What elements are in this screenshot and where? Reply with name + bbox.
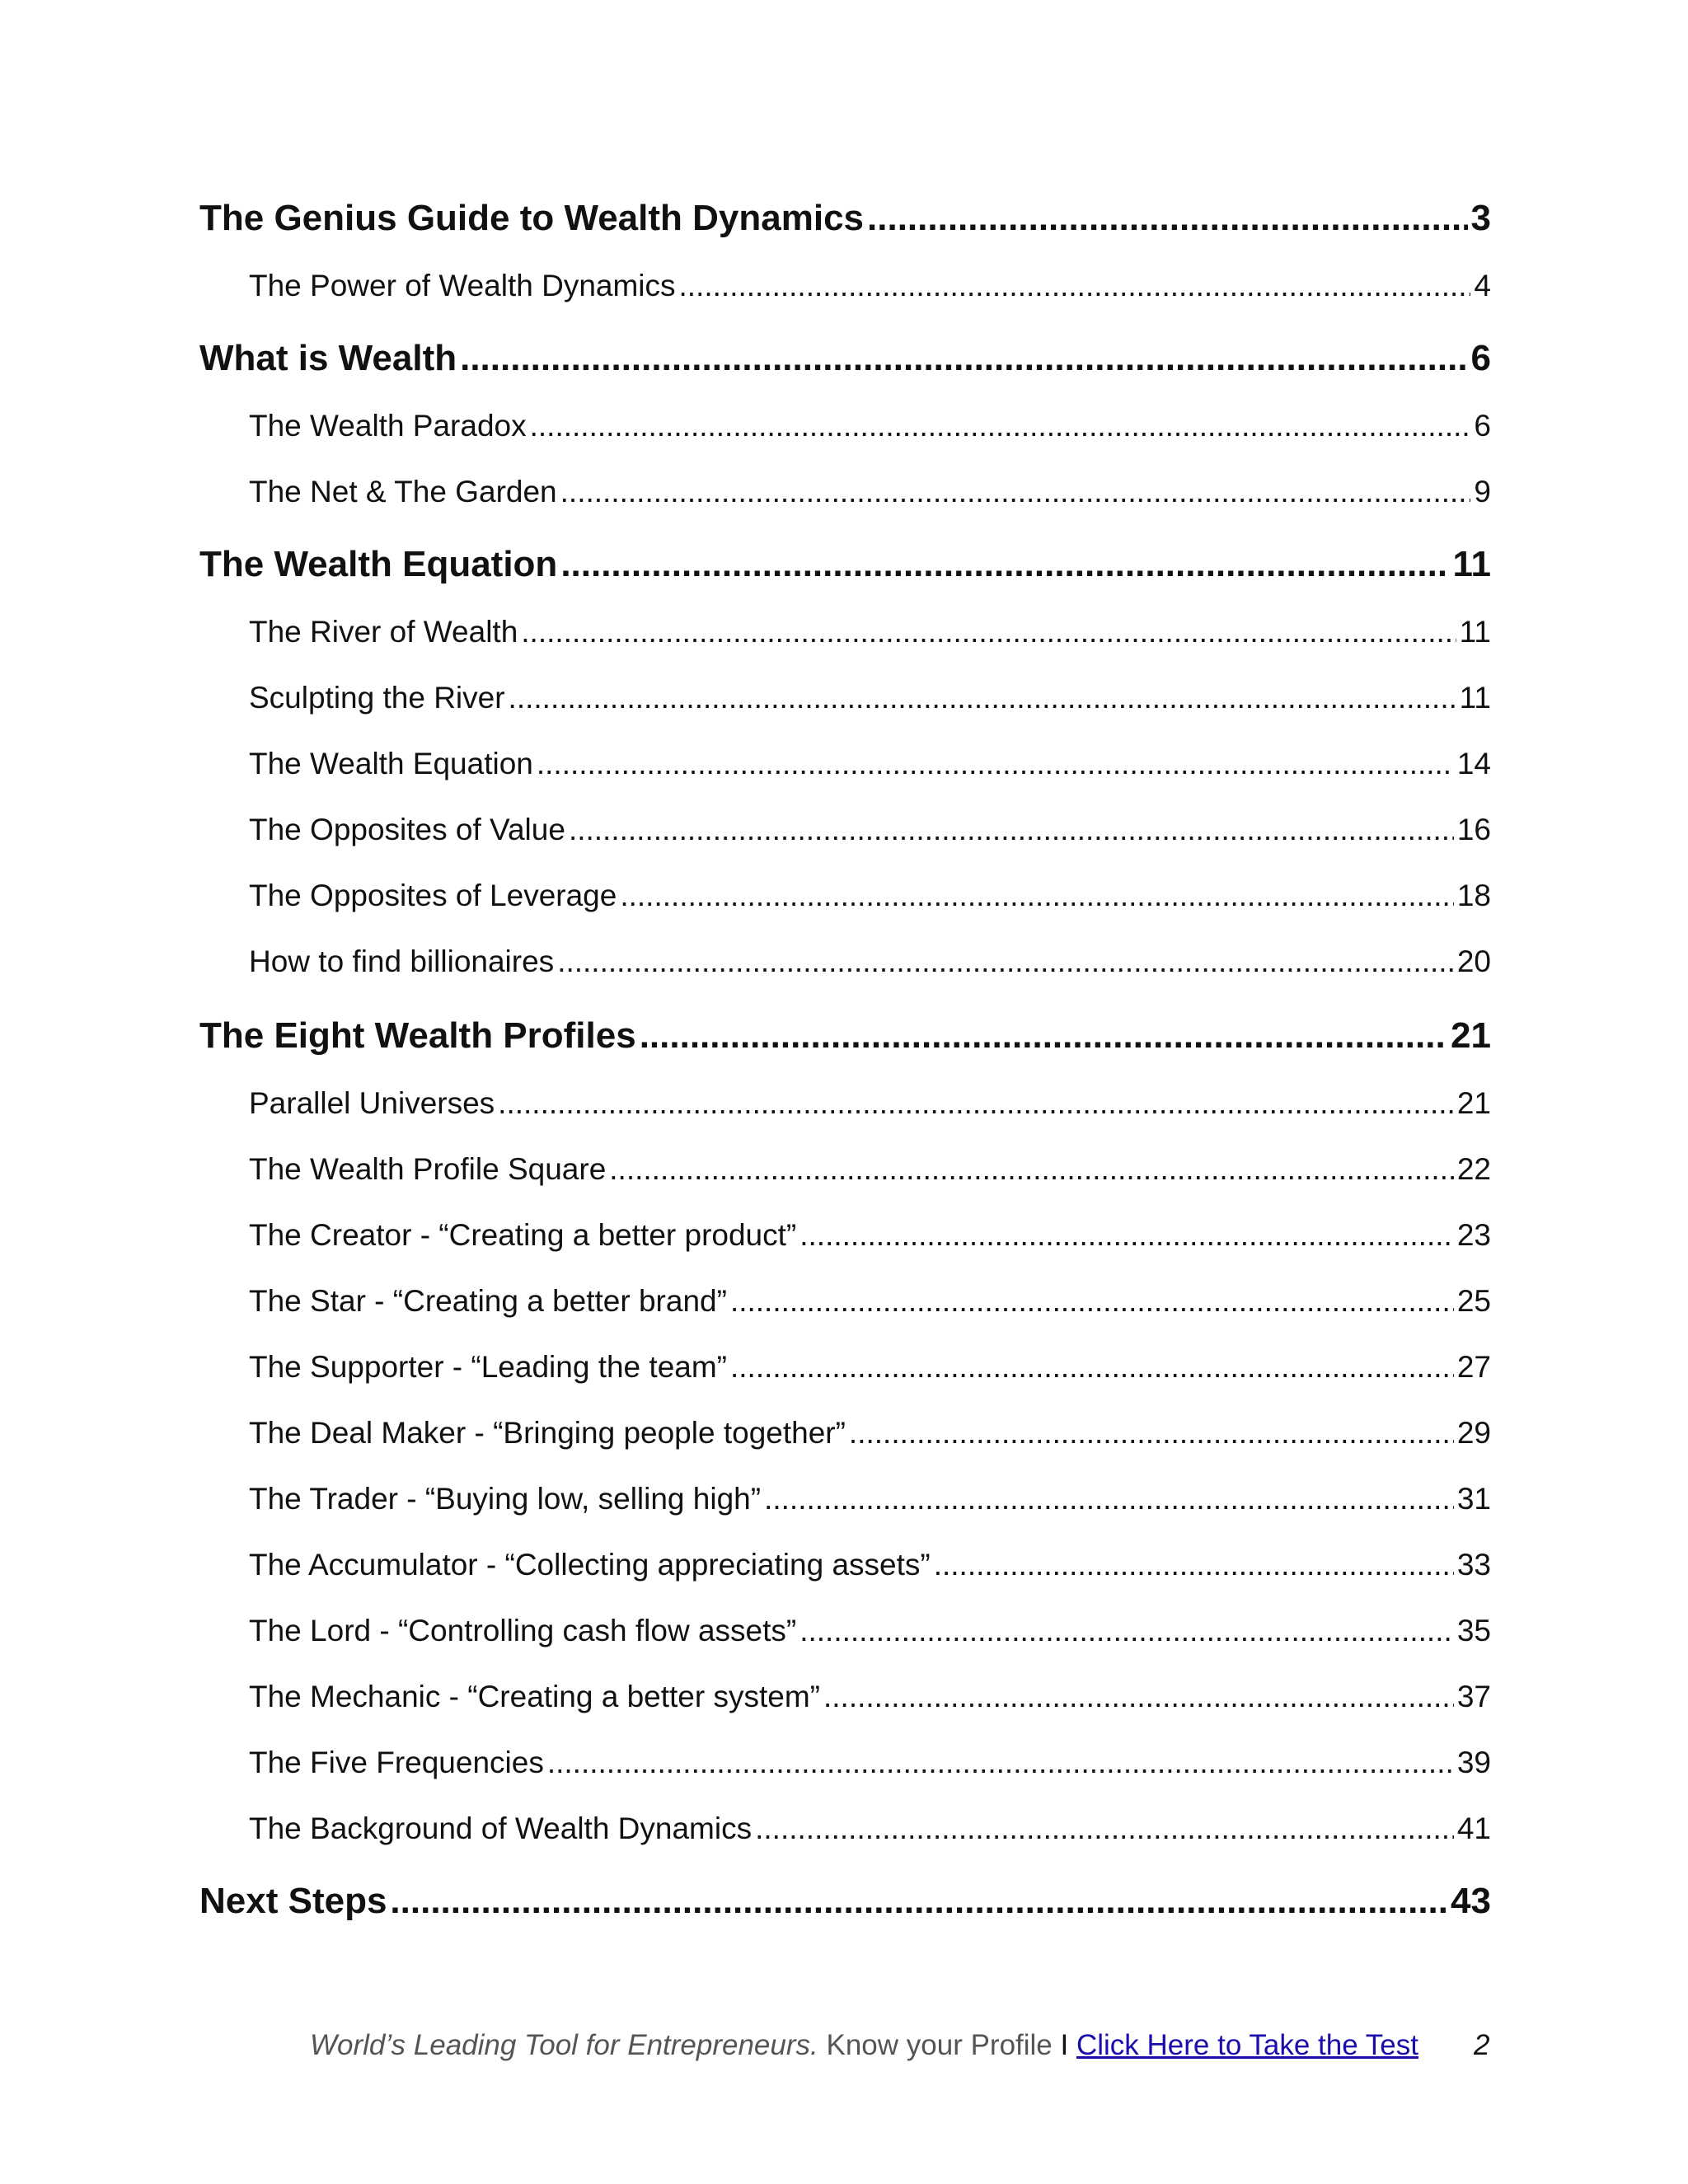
toc-entry-page: 25 — [1456, 1284, 1491, 1318]
toc-entry[interactable] — [199, 1350, 1491, 1391]
toc-entry-title: The Wealth Equation — [199, 544, 558, 584]
toc-entry-title: The Eight Wealth Profiles — [199, 1015, 636, 1056]
toc-entry-page: 6 — [1474, 409, 1491, 443]
toc-entry[interactable] — [199, 1284, 1491, 1325]
toc-entry-title: The Star - “Creating a better brand” — [249, 1284, 727, 1318]
dot-leader — [799, 1614, 1454, 1648]
toc-entry-title: The Trader - “Buying low, selling high” — [249, 1482, 762, 1516]
toc-entry-page: 11 — [1452, 544, 1491, 584]
dot-leader — [557, 944, 1454, 979]
dot-leader — [934, 1548, 1454, 1582]
dot-leader — [620, 879, 1454, 913]
toc-entry-title: The Wealth Paradox — [249, 409, 527, 443]
footer-tagline — [310, 2029, 1418, 2062]
dot-leader — [530, 409, 1471, 443]
toc-entry-title: The Power of Wealth Dynamics — [249, 269, 676, 302]
toc-entry-title: The Supporter - “Leading the team” — [249, 1350, 727, 1384]
dot-leader — [755, 1811, 1454, 1846]
toc-entry-page: 18 — [1456, 879, 1491, 912]
toc-entry-page: 20 — [1456, 944, 1491, 978]
toc-entry[interactable] — [199, 1746, 1491, 1787]
toc-entry-title: The Mechanic - “Creating a better system” — [249, 1680, 820, 1713]
dot-leader — [867, 198, 1468, 239]
toc-entry-page: 27 — [1456, 1350, 1491, 1384]
toc-entry-title: The Deal Maker - “Bringing people together” — [249, 1416, 846, 1450]
toc-entry-title: The Wealth Equation — [249, 747, 533, 780]
toc-entry-title: The Opposites of Value — [249, 813, 565, 846]
toc-entry-page: 41 — [1456, 1811, 1491, 1845]
toc-entry-page: 21 — [1456, 1086, 1491, 1120]
toc-entry[interactable] — [199, 615, 1491, 656]
dot-leader — [509, 681, 1456, 715]
toc-entry-title: How to find billionaires — [249, 944, 555, 978]
dot-leader — [521, 615, 1456, 649]
toc-entry-title: The Opposites of Leverage — [249, 879, 617, 912]
toc-entry[interactable] — [199, 409, 1491, 450]
toc-entry-page: 4 — [1474, 269, 1491, 302]
toc-entry-page: 11 — [1459, 681, 1491, 715]
footer-tagline-plain: Know your Profile — [826, 2029, 1053, 2061]
dot-leader — [823, 1680, 1454, 1714]
dot-leader — [560, 475, 1471, 509]
toc-entry[interactable] — [199, 1482, 1491, 1523]
dot-leader — [730, 1350, 1454, 1385]
toc-entry-title: The Creator - “Creating a better product” — [249, 1218, 797, 1252]
dot-leader — [609, 1152, 1454, 1187]
page-footer — [0, 2029, 1688, 2070]
toc-entry[interactable] — [199, 944, 1491, 986]
toc-entry-title: The Lord - “Controlling cash flow assets” — [249, 1614, 797, 1647]
toc-entry-page: 39 — [1456, 1746, 1491, 1779]
toc-entry-title: Parallel Universes — [249, 1086, 495, 1120]
toc-entry[interactable] — [199, 879, 1491, 920]
toc-entry-title: The Genius Guide to Wealth Dynamics — [199, 198, 865, 238]
toc-entry[interactable] — [199, 747, 1491, 788]
dot-leader — [537, 747, 1454, 781]
toc-entry-page: 14 — [1456, 747, 1491, 780]
toc-entry-page: 6 — [1470, 338, 1491, 378]
toc-entry[interactable] — [199, 1218, 1491, 1259]
toc-entry[interactable] — [199, 1152, 1491, 1193]
toc-entry-title: The Net & The Garden — [249, 475, 557, 509]
dot-leader — [547, 1746, 1454, 1780]
toc-entry-page: 35 — [1456, 1614, 1491, 1647]
dot-leader — [569, 813, 1454, 847]
toc-entry-page: 9 — [1474, 475, 1491, 509]
dot-leader — [560, 544, 1449, 585]
toc-entry-page: 22 — [1456, 1152, 1491, 1186]
toc-entry-page: 31 — [1456, 1482, 1491, 1516]
toc-entry-page: 23 — [1456, 1218, 1491, 1252]
dot-leader — [498, 1086, 1454, 1121]
toc-entry[interactable] — [199, 338, 1491, 387]
toc-entry[interactable] — [199, 681, 1491, 722]
toc-entry[interactable] — [199, 269, 1491, 310]
toc-entry[interactable] — [199, 1548, 1491, 1589]
dot-leader — [849, 1416, 1454, 1451]
toc-entry-title: The Wealth Profile Square — [249, 1152, 607, 1186]
toc-entry-page: 43 — [1451, 1881, 1491, 1921]
toc-entry-page: 37 — [1456, 1680, 1491, 1713]
toc-entry[interactable] — [199, 1881, 1491, 1930]
toc-entry-title: The Background of Wealth Dynamics — [249, 1811, 753, 1845]
toc-entry-page: 21 — [1451, 1015, 1491, 1056]
toc-entry[interactable] — [199, 1614, 1491, 1655]
dot-leader — [679, 269, 1471, 303]
toc-entry[interactable] — [199, 475, 1491, 516]
toc-entry-page: 29 — [1456, 1416, 1491, 1450]
toc-entry-title: Sculpting the River — [249, 681, 505, 715]
dot-leader — [390, 1881, 1447, 1922]
toc-entry-title: The Five Frequencies — [249, 1746, 544, 1779]
page-number: 2 — [1474, 2029, 1490, 2061]
dot-leader — [799, 1218, 1454, 1253]
toc-entry[interactable] — [199, 1680, 1491, 1721]
toc-entry[interactable] — [199, 1015, 1491, 1065]
toc-entry-title: What is Wealth — [199, 338, 457, 378]
toc-entry[interactable] — [199, 198, 1491, 247]
toc-entry[interactable] — [199, 1416, 1491, 1457]
take-test-link[interactable]: Click Here to Take the Test — [1076, 2029, 1418, 2061]
toc-entry-page: 16 — [1456, 813, 1491, 846]
toc-entry[interactable] — [199, 1811, 1491, 1853]
dot-leader — [730, 1284, 1454, 1319]
toc-entry[interactable] — [199, 1086, 1491, 1127]
toc-entry-page: 3 — [1470, 198, 1491, 238]
toc-entry[interactable] — [199, 813, 1491, 854]
toc-entry-page: 11 — [1459, 615, 1491, 649]
toc-entry[interactable] — [199, 544, 1491, 593]
toc-entry-title: The River of Wealth — [249, 615, 518, 649]
dot-leader — [764, 1482, 1454, 1516]
footer-tagline-italic: World’s Leading Tool for Entrepreneurs. — [310, 2029, 818, 2061]
toc-entry-title: Next Steps — [199, 1881, 387, 1921]
toc-entry-page: 33 — [1456, 1548, 1491, 1582]
footer-separator: I — [1060, 2029, 1069, 2061]
dot-leader — [460, 338, 1467, 379]
toc-entry-title: The Accumulator - “Collecting appreciating assets” — [249, 1548, 931, 1582]
dot-leader — [640, 1015, 1447, 1057]
